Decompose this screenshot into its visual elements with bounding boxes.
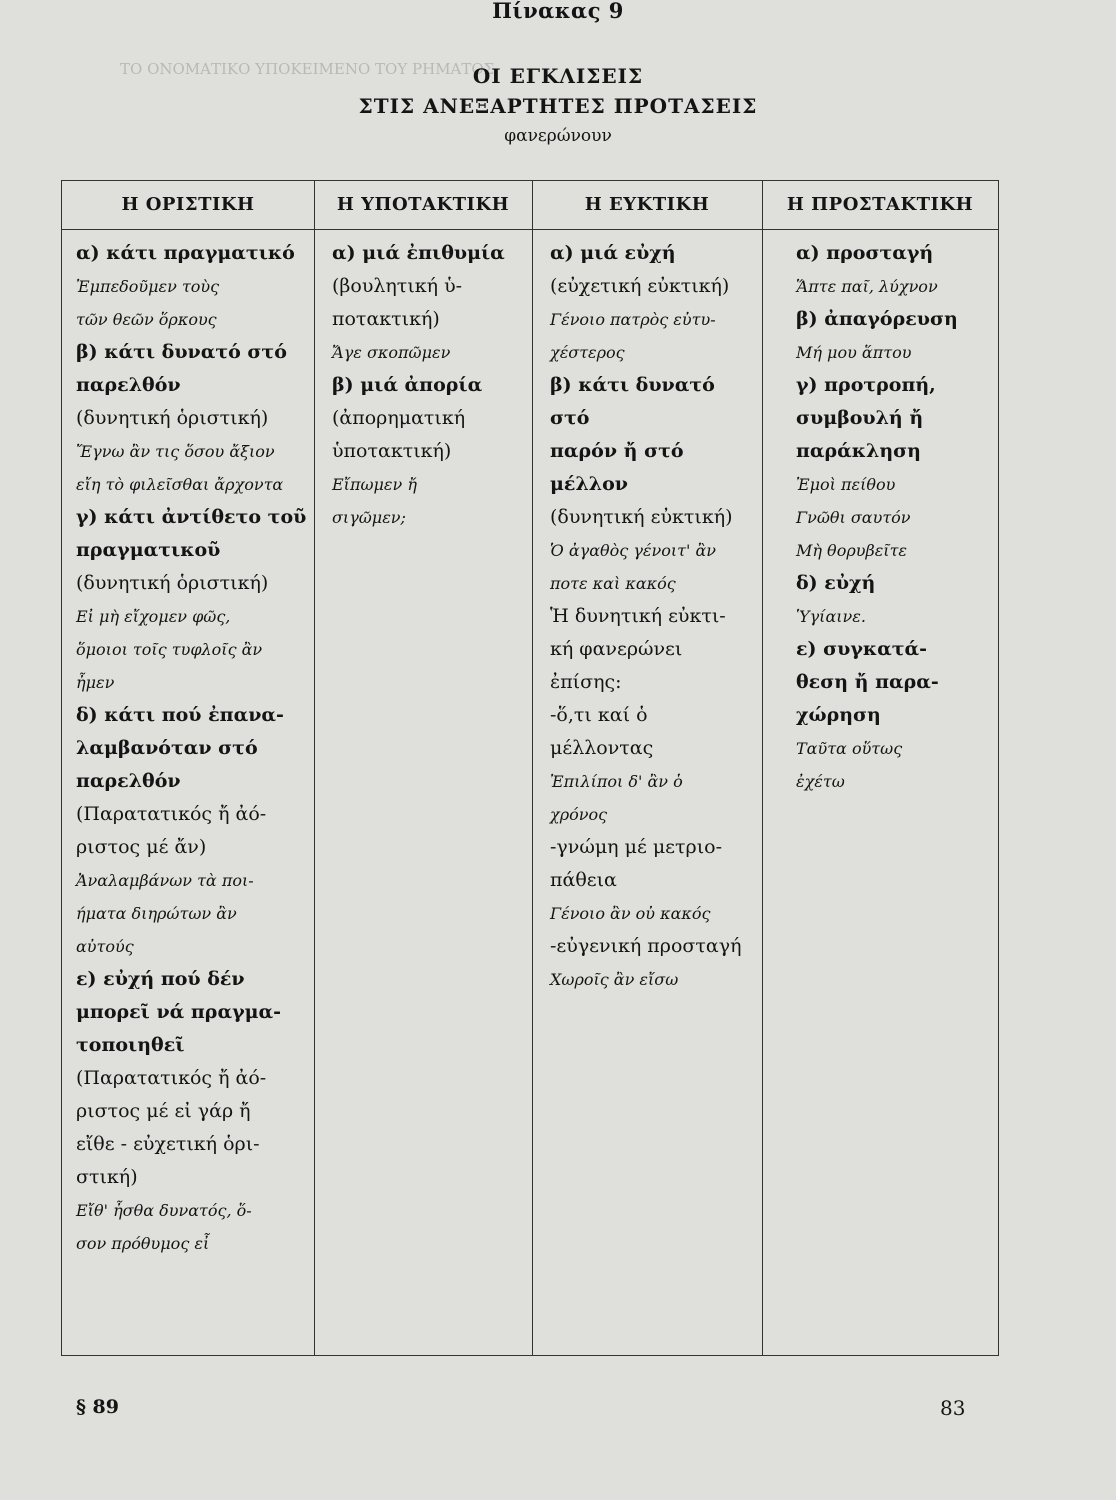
entry-text: μέλλοντας — [550, 737, 654, 759]
example-text: Ἀναλαμβάνων τὰ ποι- — [76, 871, 254, 890]
column-heading-optative: Η ΕΥΚΤΙΚΗ — [584, 194, 710, 215]
table-header-row — [62, 181, 998, 230]
column-subjunctive — [332, 237, 528, 534]
column-heading-imperative: Η ΠΡΟΣΤΑΚΤΙΚΗ — [786, 194, 974, 215]
entry-heading: β) μιά ἀπορία — [332, 374, 483, 396]
column-heading-subjunctive: Η ΥΠΟΤΑΚΤΙΚΗ — [336, 194, 510, 215]
example-text: Μὴ θορυβεῖτε — [796, 541, 907, 560]
column-divider — [314, 181, 315, 1355]
entry-heading: πραγματικοῦ — [76, 539, 221, 561]
entry-heading: παράκληση — [796, 440, 921, 462]
example-text: Ἔγνω ἂν τις ὅσου ἄξιον — [76, 442, 275, 461]
section-number: § 89 — [76, 1396, 119, 1418]
example-text: Ἅπτε παῖ, λύχνον — [796, 277, 938, 296]
entry-heading: συμβουλή ἤ — [796, 407, 924, 429]
entry-text: (δυνητική ὁριστική) — [76, 407, 269, 429]
example-text: Ταῦτα οὕτως — [796, 739, 903, 758]
example-text: Ὁ ἀγαθὸς γένοιτ' ἂν — [550, 541, 716, 560]
entry-text: -ὅ,τι καί ὁ — [550, 704, 648, 726]
entry-text: ἐπίσης: — [550, 671, 622, 693]
example-text: Γένοιο πατρὸς εὐτυ- — [550, 310, 716, 329]
entry-text: -εὐγενική προσταγή — [550, 935, 742, 957]
entry-heading: παρελθόν — [76, 374, 181, 396]
entry-heading: γ) κάτι ἀντίθετο τοῦ — [76, 506, 307, 528]
entry-heading: δ) κάτι πού ἐπανα- — [76, 704, 284, 726]
entry-text: ὑποτακτική) — [332, 440, 452, 462]
example-text: αὐτούς — [76, 937, 134, 956]
moods-table — [61, 180, 999, 1356]
page-title-line1: ΟΙ ΕΓΚΛΙΣΕΙΣ — [472, 64, 644, 88]
entry-heading: γ) προτροπή, — [796, 374, 936, 396]
column-indicative — [76, 237, 310, 1260]
entry-heading: χώρηση — [796, 704, 881, 726]
page-subtitle: φανερώνουν — [504, 126, 612, 146]
entry-text: κή φανερώνει — [550, 638, 683, 660]
entry-text: -γνώμη μέ μετριο- — [550, 836, 723, 858]
example-text: ὅμοιοι τοῖς τυφλοῖς ἂν — [76, 640, 263, 659]
entry-heading: α) προσταγή — [796, 242, 934, 264]
entry-heading: α) μιά ἐπιθυμία — [332, 242, 505, 264]
example-text: Εἰ μὴ εἴχομεν φῶς, — [76, 607, 231, 626]
example-text: χέστερος — [550, 343, 625, 362]
entry-text: εἴθε - εὐχετική ὁρι- — [76, 1133, 260, 1155]
example-text: Γένοιο ἂν οὐ κακός — [550, 904, 711, 923]
entry-text: στική) — [76, 1166, 138, 1188]
column-imperative — [796, 237, 996, 798]
example-text: Μή μου ἅπτου — [796, 343, 912, 362]
entry-heading: β) κάτι δυνατό στό — [76, 341, 287, 363]
entry-heading: ε) συγκατά- — [796, 638, 928, 660]
entry-text: (ἀπορηματική — [332, 407, 466, 429]
example-text: ἦμεν — [76, 673, 115, 692]
entry-text: (δυνητική ὁριστική) — [76, 572, 269, 594]
example-text: Εἴπωμεν ἤ — [332, 475, 417, 494]
entry-text: ριστος μέ ἄν) — [76, 836, 207, 858]
column-heading-indicative: Η ΟΡΙΣΤΙΚΗ — [121, 194, 255, 215]
entry-text: (Παρατατικός ἤ ἀό- — [76, 803, 267, 825]
column-optative — [550, 237, 760, 996]
bleed-through-text: ΤΟ ΟΝΟΜΑΤΙΚΟ ΥΠΟΚΕΙΜΕΝΟ ΤΟΥ ΡΗΜΑΤΟΣ — [120, 60, 495, 78]
example-text: ποτε καὶ κακός — [550, 574, 676, 593]
page-number: 83 — [940, 1396, 966, 1420]
page-title-line2: ΣΤΙΣ ΑΝΕΞΑΡΤΗΤΕΣ ΠΡΟΤΑΣΕΙΣ — [358, 94, 758, 118]
table-label: Πίνακας 9 — [492, 0, 624, 23]
example-text: Ἐμπεδοῦμεν τοὺς — [76, 277, 220, 296]
entry-text: ριστος μέ εἰ γάρ ἤ — [76, 1100, 251, 1122]
entry-heading: α) μιά εὐχή — [550, 242, 676, 264]
example-text: ήματα διηρώτων ἂν — [76, 904, 237, 923]
entry-text: (Παρατατικός ἤ ἀό- — [76, 1067, 267, 1089]
entry-heading: β) ἀπαγόρευση — [796, 308, 958, 330]
entry-heading: θεση ἤ παρα- — [796, 671, 939, 693]
example-text: Ἐμοὶ πείθου — [796, 475, 896, 494]
entry-heading: παρελθόν — [76, 770, 181, 792]
entry-text: (εὐχετική εὐκτική) — [550, 275, 730, 297]
example-text: σον πρόθυμος εἶ — [76, 1234, 210, 1253]
entry-heading: α) κάτι πραγματικό — [76, 242, 295, 264]
example-text: ἐχέτω — [796, 772, 845, 791]
example-text: Εἴθ' ἦσθα δυνατός, ὅ- — [76, 1201, 252, 1220]
entry-heading: δ) εὐχή — [796, 572, 876, 594]
example-text: Ἄγε σκοπῶμεν — [332, 343, 451, 362]
entry-text: ποτακτική) — [332, 308, 440, 330]
entry-heading: μπορεῖ νά πραγμα- — [76, 1001, 282, 1023]
example-text: Γνῶθι σαυτόν — [796, 508, 911, 527]
example-text: σιγῶμεν; — [332, 508, 406, 527]
entry-heading: β) κάτι δυνατό στό — [550, 374, 715, 429]
entry-text: (βουλητική ὑ- — [332, 275, 463, 297]
entry-heading: τοποιηθεῖ — [76, 1034, 185, 1056]
example-text: εἴη τὸ φιλεῖσθαι ἄρχοντα — [76, 475, 284, 494]
example-text: Ὑγίαινε. — [796, 607, 866, 626]
example-text: χρόνος — [550, 805, 608, 824]
example-text: Χωροῖς ἂν εἴσω — [550, 970, 679, 989]
entry-heading: ε) εὐχή πού δέν — [76, 968, 245, 990]
entry-text: Ἡ δυνητική εὐκτι- — [550, 605, 726, 627]
column-divider — [762, 181, 763, 1355]
entry-heading: παρόν ἤ στό μέλλον — [550, 440, 684, 495]
entry-text: (δυνητική εὐκτική) — [550, 506, 733, 528]
column-divider — [532, 181, 533, 1355]
example-text: τῶν θεῶν ὅρκους — [76, 310, 217, 329]
entry-text: πάθεια — [550, 869, 617, 891]
example-text: Ἐπιλίποι δ' ἂν ὁ — [550, 772, 683, 791]
entry-heading: λαμβανόταν στό — [76, 737, 258, 759]
